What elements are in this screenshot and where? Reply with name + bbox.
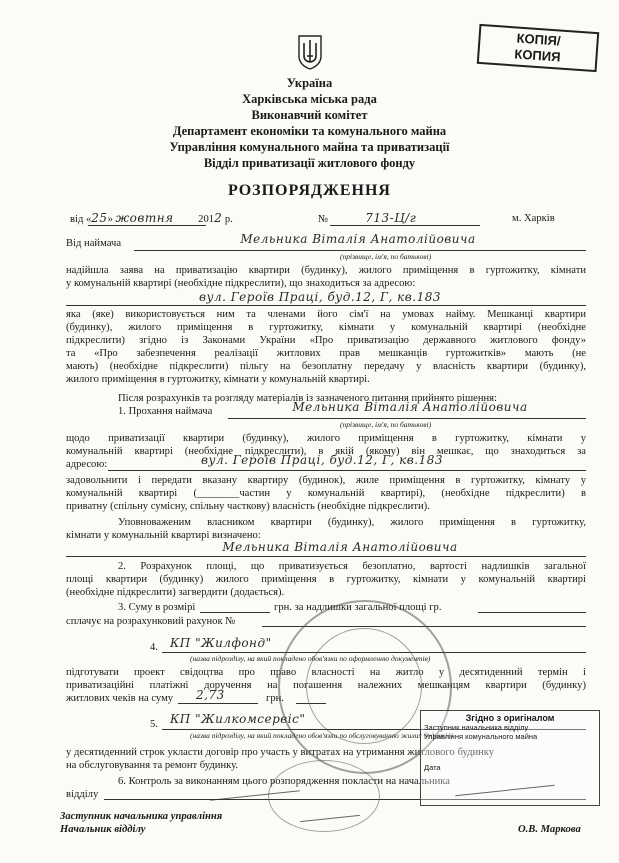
tenant-name-2: Мельника Віталія Анатолійовича xyxy=(292,400,528,414)
date-day: 25 xyxy=(91,211,108,225)
header-council: Харківська міська рада xyxy=(242,92,377,106)
cheque-sum: 2,73 xyxy=(196,688,225,702)
document-title: РОЗПОРЯДЖЕННЯ xyxy=(228,182,391,199)
authorized-owner: Мельника Віталія Анатолійовича xyxy=(222,540,458,554)
number-line: № 713-Ц/г xyxy=(318,212,451,226)
property-address-2: вул. Героїв Праці, буд.12, Г, кв.183 xyxy=(201,453,443,467)
header-office: Управління комунального майна та приватизації xyxy=(169,140,450,154)
certified-copy-stamp: Згідно з оригіналом Заступник начальника відділу Управління комунального майна Дата xyxy=(420,710,600,806)
signer-name: О.В. Маркова xyxy=(518,824,581,835)
header-division: Відділ приватизації житлового фонду xyxy=(203,156,416,170)
official-seal-small-icon xyxy=(268,760,380,832)
copy-stamp-line1: КОПІЯ/ xyxy=(516,30,562,49)
item4-unit: КП "Жилфонд" xyxy=(170,636,272,650)
header-department: Департамент економіки та комунального майна xyxy=(172,124,447,138)
property-address: вул. Героїв Праці, буд.12, Г, кв.183 xyxy=(199,290,441,304)
copy-stamp-line2: КОПИЯ xyxy=(513,46,561,65)
official-seal-inner-icon xyxy=(306,628,422,744)
copy-stamp xyxy=(477,24,599,72)
signer-role-deputy: Заступник начальника управління xyxy=(60,811,223,822)
header-committee: Виконавчий комітет xyxy=(251,108,368,122)
city: м. Харків xyxy=(512,213,555,224)
date-line: від «25» жовтня 2012 р. xyxy=(70,211,233,225)
trident-emblem-icon xyxy=(296,34,324,70)
document-page: КОПІЯ/ КОПИЯ Україна Харківська міська рада Виконавчий комітет Департамент економіки та комунального майна Управління комунального майна та приватизації Відділ приватизації житлового фонду РОЗПОРЯДЖЕННЯ від «25» жовтня 2012 р. № 713-Ц/г м. Харків Від наймача Мельника Віталія Анатолійовича (прізвище, ім'я, по батькові) надійшла заява на приватизацію квартири (будинку), жилого приміщення в гуртожитку, кімнати у комунальній квартирі (необхідне підкреслити), що знаходиться за адресою: вул. Героїв Праці, буд.12, Г, кв.183 яка (яке) використовується ним та членами його сім'ї на умовах найму. Мешканці квартири (будинку), жилого приміщення в гуртожитку, кімнати у комунальній квартирі (необхідне підкреслити) згідно із Законами України «Про приватизацію державного житлового фонду» та «Про забезпечення реалізації житлових прав мешканців гуртожитків» мають (не мають) (необхідне підкреслити) пільгу на безоплатну передачу у власність квартири (будинку), жилого приміщення в гуртожитку, кімнати у комунальній квартирі. Після розрахунків та розгляду матеріалів із зазначеного питання прийнято рішення: 1. Прохання наймача Мельника Віталія Анатолійовича (прізвище, ім'я, по батькові) щодо приватизації квартири (будинку), жилого приміщення в гуртожитку, кімнати у комунальній квартирі (необхідне підкреслити), в якій (якому) він мешкає, що знаходиться за адресою: вул. Героїв Праці, буд.12, Г, кв.183 задовольнити і передати вказану квартиру (будинок), жиле приміщення в гуртожитку, кімнату у комунальній квартирі (________частин у комунальній квартирі), (необхідне підкреслити) в приватну (спільну сумісну, спільну часткову) власність (необхідне підкреслити). Уповноваженим власником квартири (будинку), жилого приміщення в гуртожитку, кімнати у комунальній квартирі визначено: Мельника Віталія Анатолійовича 2. Розрахунок площі, що приватизується безоплатно, вартості надлишків загальної площі квартири (будинку) жилого приміщення в гуртожитку, кімнати у комунальній квартирі (необхідне підкреслити) загвердити (додається). 3. Суму в розмірі грн. за надлишки загальної площі гр. сплачує на розрахунковий рахунок № 4. КП "Жилфонд" (назва підрозділу, на який покладено обов'язки по оформленню документів) підготувати проект свідоцтва про право власності на житло у десятиденний термін і приватизаційні платіжні доручення на погашення належних мешканцям квартири (будинку) житлових чеків на суму 2,73 грн. 5. КП "Жилкомсервіс" (назва підрозділу, на який покладено обов'язки по обслуговуванню жилих будинків) у десятиденний строк укласти договір про участь у витратах на утримання житлового будинку на обслуговування та ремонт будинку. 6. Контроль за виконанням цього розпорядження покласти на начальника відділу Заступник начальника управління Начальник відділу О.В. Маркова Згідно з оригіналом Заступник начальника відділу Управління комунального майна Дата xyxy=(0,0,619,863)
tenant-name: Мельника Віталія Анатолійовича xyxy=(240,232,476,246)
header-country: Україна xyxy=(286,76,333,90)
item5-unit: КП "Жилкомсервіс" xyxy=(170,712,306,726)
from-label: Від наймача xyxy=(66,238,122,249)
date-month: жовтня xyxy=(115,211,174,225)
document-number: 713-Ц/г xyxy=(365,211,417,225)
signer-role-head: Начальник відділу xyxy=(60,824,146,835)
